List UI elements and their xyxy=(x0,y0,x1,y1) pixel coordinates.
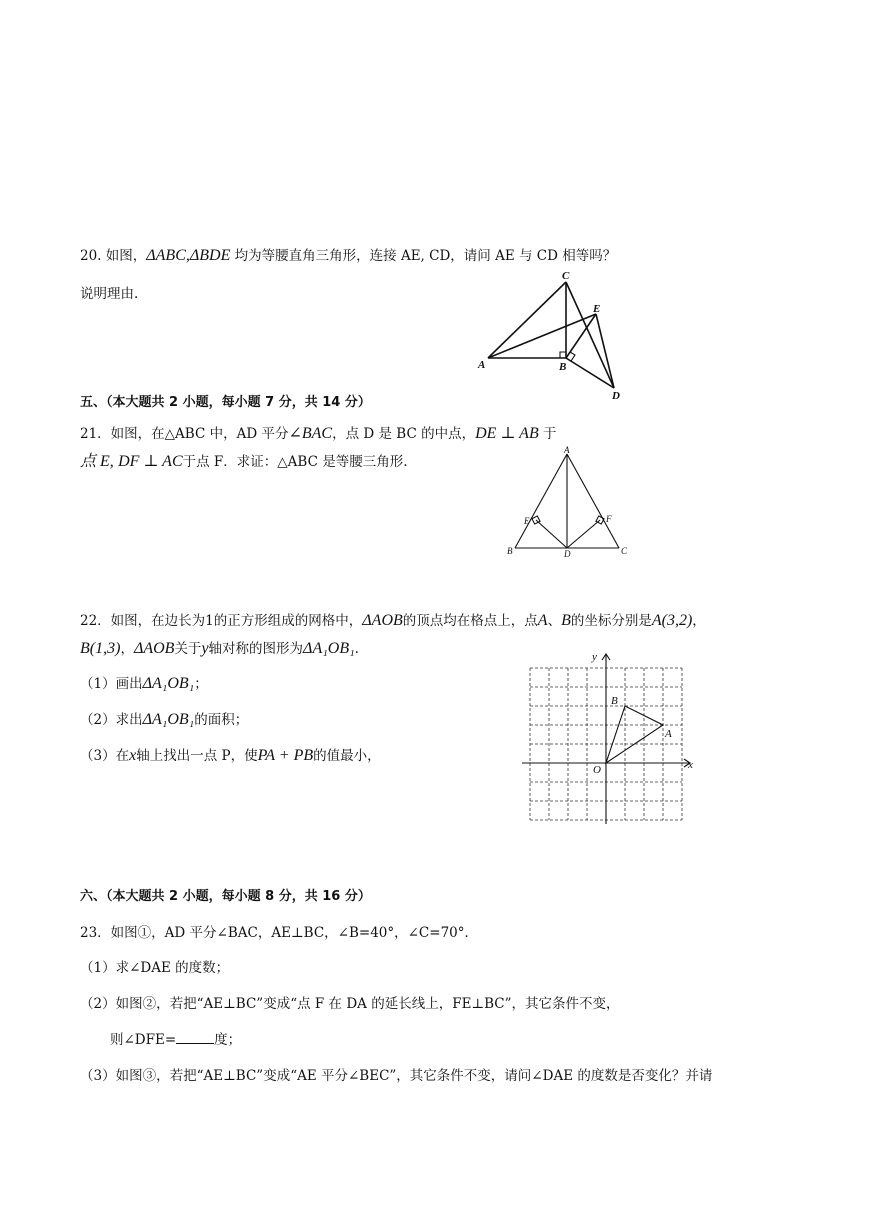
label-E: E xyxy=(524,516,530,526)
label-y: y xyxy=(592,651,597,663)
q22-p1-text-b: ； xyxy=(194,676,208,692)
q21-text-a: 21．如图，在△ABC 中，AD 平分 xyxy=(80,426,289,442)
label-x: x xyxy=(688,759,693,771)
seg-AC xyxy=(567,454,619,548)
q21-math-pointE: 点 E, xyxy=(80,453,114,470)
q21-text-d: 于点 F．求证：△ABC 是等腰三角形. xyxy=(182,454,408,470)
q21-math-angle: ∠BAC xyxy=(288,425,333,442)
q22-math-aob2: ΔAOB xyxy=(133,640,175,657)
q22-math-y: y xyxy=(201,640,209,657)
q23-line1: 23．如图①，AD 平分∠BAC，AE⊥BC，∠B=40°，∠C=70°． xyxy=(80,925,479,941)
seg-AC xyxy=(488,282,566,358)
q22-text-h: 轴对称的图形为 xyxy=(208,641,304,657)
label-B: B xyxy=(559,361,567,373)
seg-DE xyxy=(536,520,567,548)
q22-text-c: 、 xyxy=(547,613,562,629)
label-C: C xyxy=(621,546,628,556)
q22-math-a1ob1: ΔA₁OB₁ xyxy=(303,640,355,657)
triangle-AOB xyxy=(606,706,663,763)
seg-DF xyxy=(567,520,600,548)
section6-heading: 六、（本大题共 2 小题，每小题 8 分，共 16 分） xyxy=(80,889,371,904)
q22-p1-math: ΔA₁OB₁ xyxy=(142,675,195,692)
q21-line2 xyxy=(80,453,407,471)
q20-line2: 说明理由. xyxy=(80,286,139,302)
q22-math-A: A xyxy=(537,612,548,629)
q22-math-B: B xyxy=(561,612,571,629)
q22-p3-text-b: 轴上找出一点 P，使 xyxy=(136,748,258,764)
right-angle-mark-B xyxy=(560,352,566,358)
label-C: C xyxy=(562,270,570,282)
q20-text-b: 均为等腰直角三角形，连接 AE, CD，请问 AE 与 CD 相等吗？ xyxy=(230,248,617,264)
q22-p2-math: ΔA₁OB₁ xyxy=(142,711,195,728)
q22-math-coordB: B(1,3) xyxy=(80,640,121,657)
q22-grid-figure xyxy=(518,648,698,824)
q23-part2: （2）如图②，若把“AE⊥BC”变成“点 F 在 DA 的延长线上，FE⊥BC”，其它条件不变， xyxy=(80,996,620,1012)
q22-text-f: ， xyxy=(120,641,134,657)
q20-text-a: 20. 如图， xyxy=(80,248,147,264)
q21-math-perp1: DE ⊥ AB xyxy=(475,425,539,442)
q22-text-b: 的顶点均在格点上，点 xyxy=(402,613,538,629)
q22-text-e: ， xyxy=(692,613,706,629)
q22-math-coordA: A(3,2) xyxy=(651,612,693,629)
q22-p3-text-a: （3）在 xyxy=(80,748,130,764)
label-A: A xyxy=(478,359,486,371)
section5-heading: 五、（本大题共 2 小题，每小题 7 分，共 14 分） xyxy=(80,395,371,410)
q22-p1-text-a: （1）画出 xyxy=(80,676,143,692)
q20-figure xyxy=(470,268,630,404)
label-D: D xyxy=(564,549,571,559)
seg-ED xyxy=(596,314,614,388)
q23-p2b-text-a: 则∠DFE= xyxy=(110,1032,177,1048)
answer-blank[interactable] xyxy=(176,1031,214,1044)
q22-p2-text-b: 的面积； xyxy=(194,712,249,728)
q22-part1 xyxy=(80,675,208,693)
q20-line1 xyxy=(80,247,616,265)
q22-math-aob: ΔAOB xyxy=(362,612,403,629)
q20-math-triangles: ΔABC,ΔBDE xyxy=(146,247,231,264)
q22-text-a: 22．如图，在边长为1的正方形组成的网格中， xyxy=(80,613,363,629)
q22-line1 xyxy=(80,612,706,630)
label-F: F xyxy=(606,514,612,524)
q21-text-b: ，点 D 是 BC 的中点， xyxy=(332,426,476,442)
q22-part2 xyxy=(80,711,248,729)
q21-text-c: 于 xyxy=(538,426,557,442)
label-A: A xyxy=(665,728,672,740)
q22-p3-math-sum: PA + PB xyxy=(257,747,314,764)
q23-p2b-text-b: 度； xyxy=(214,1032,242,1048)
label-A: A xyxy=(564,445,570,455)
q21-figure xyxy=(502,444,638,560)
q23-part3: （3）如图③，若把“AE⊥BC”变成“AE 平分∠BEC”，其它条件不变，请问∠DAE 的度数是否变化？并请 xyxy=(80,1068,713,1084)
q22-text-d: 的坐标分别是 xyxy=(570,613,652,629)
label-D: D xyxy=(612,390,620,402)
q22-part3 xyxy=(80,747,381,765)
q22-text-i: . xyxy=(354,641,359,657)
label-O: O xyxy=(593,764,601,776)
q22-p3-math-x: x xyxy=(129,747,137,764)
label-B: B xyxy=(507,546,513,556)
q21-line1 xyxy=(80,425,557,443)
q21-math-perp2: DF ⊥ AC xyxy=(118,453,183,470)
label-E: E xyxy=(593,303,601,315)
q23-part1: （1）求∠DAE 的度数； xyxy=(80,960,230,976)
seg-AB xyxy=(515,454,567,548)
q22-p3-text-c: 的值最小， xyxy=(313,748,381,764)
q22-text-g: 关于 xyxy=(174,641,202,657)
q22-p2-text-a: （2）求出 xyxy=(80,712,143,728)
label-B: B xyxy=(611,695,618,707)
q22-line2 xyxy=(80,640,359,658)
q23-part2b xyxy=(110,1031,241,1049)
seg-AE xyxy=(488,314,596,358)
